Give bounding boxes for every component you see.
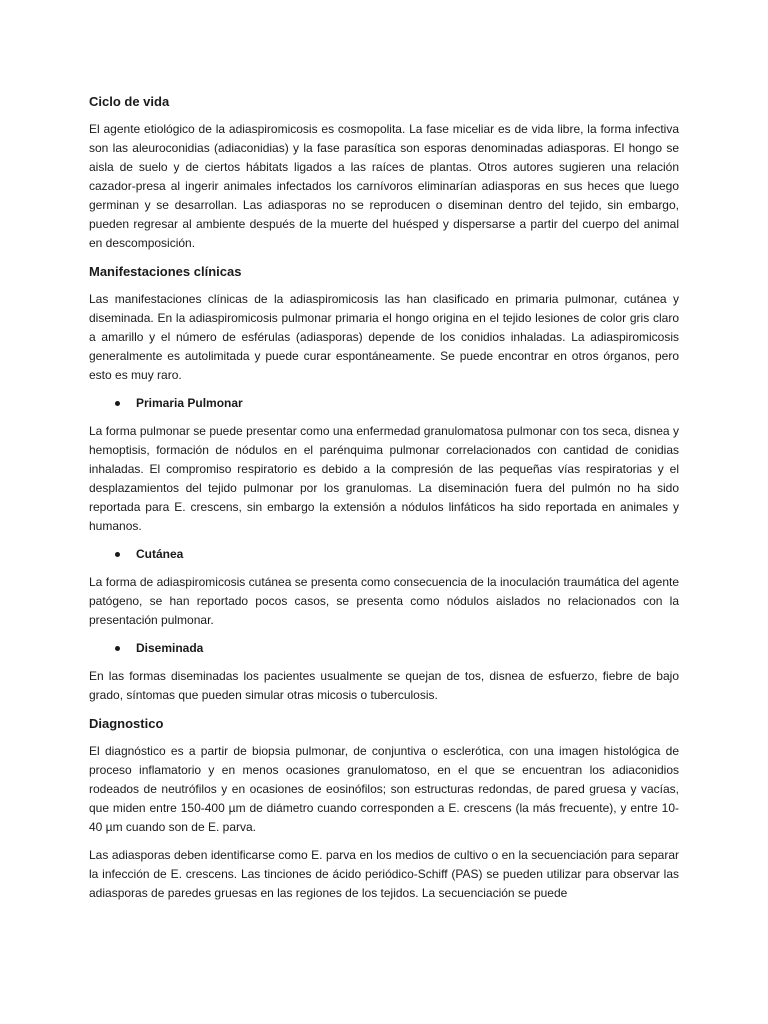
bullet-label: Diseminada <box>136 641 204 655</box>
paragraph-ciclo-de-vida: El agente etiológico de la adiaspiromicosis es cosmopolita. La fase miceliar es de vida libre, la forma infectiva son las aleuroconidias (adiaconidias) y la fase parasítica son esporas denominadas adiasporas. El hongo se aisla de suelo y de ciertos hábitats ligados a las raíces de plantas. Otros autores sugieren una relación cazador-presa al ingerir animales infectados los carnívoros eliminarían adiasporas en sus heces que luego germinan y se desarrollan. Las adiasporas no se reproducen o diseminan dentro del tejido, sin embargo, pueden regresar al ambiente después de la muerte del huésped y dispersarse a partir del cuerpo del animal en descomposición. <box>89 122 679 250</box>
heading-ciclo-de-vida: Ciclo de vida <box>89 94 170 109</box>
bullet-diseminada <box>89 639 679 658</box>
bullet-label: Cutánea <box>136 547 184 561</box>
paragraph-cutanea: La forma de adiaspiromicosis cutánea se presenta como consecuencia de la inoculación traumática del agente patógeno, se han reportado pocos casos, se presenta como nódulos aislados no relacionados con la presentación pulmonar. <box>89 575 679 627</box>
bullet-dot-icon <box>115 552 120 557</box>
document-page <box>89 92 679 912</box>
bullet-dot-icon <box>115 646 120 651</box>
paragraph-diagnostico-1: El diagnóstico es a partir de biopsia pulmonar, de conjuntiva o esclerótica, con una imagen histológica de proceso inflamatorio y en menos ocasiones granulomatoso, en el que se encuentran los adiaconidios rodeados de neutrófilos y en ocasiones de eosinófilos; son estructuras redondas, de pared gruesa y vacías, que miden entre 150-400 µm de diámetro cuando corresponden a E. crescens (la más frecuente), y entre 10-40 µm cuando son de E. parva. <box>89 744 679 834</box>
bullet-primaria-pulmonar <box>89 394 679 413</box>
paragraph-diagnostico-2: Las adiasporas deben identificarse como E. parva en los medios de cultivo o en la secuenciación para separar la infección de E. crescens. Las tinciones de ácido periódico-Schiff (PAS) se pueden utilizar para observar las adiasporas de paredes gruesas en las regiones de los tejidos. La secuenciación se puede <box>89 848 679 900</box>
bullet-label: Primaria Pulmonar <box>136 396 243 410</box>
paragraph-primaria-pulmonar: La forma pulmonar se puede presentar como una enfermedad granulomatosa pulmonar con tos seca, disnea y hemoptisis, formación de nódulos en el parénquima pulmonar correlacionados con cantidad de conidias inhaladas. El compromiso respiratorio es debido a la compresión de las pequeñas vías respiratorias y el desplazamientos del tejido pulmonar por los granulomas. La diseminación fuera del pulmón no ha sido reportada para E. crescens, sin embargo la extensión a nódulos linfáticos ha sido reportada en animales y humanos. <box>89 424 679 533</box>
heading-manifestaciones-clinicas: Manifestaciones clínicas <box>89 264 242 279</box>
bullet-cutanea <box>89 545 679 564</box>
bullet-dot-icon <box>115 401 120 406</box>
paragraph-manifestaciones-intro: Las manifestaciones clínicas de la adiaspiromicosis las han clasificado en primaria pulmonar, cutánea y diseminada. En la adiaspiromicosis pulmonar primaria el hongo origina en el tejido lesiones de color gris claro a amarillo y el número de esférulas (adiasporas) depende de los conidios inhaladas. La adiaspiromicosis generalmente es autolimitada y puede curar espontáneamente. Se puede encontrar en otros órganos, pero esto es muy raro. <box>89 292 679 382</box>
paragraph-diseminada: En las formas diseminadas los pacientes usualmente se quejan de tos, disnea de esfuerzo, fiebre de bajo grado, síntomas que pueden simular otras micosis o tuberculosis. <box>89 669 679 702</box>
heading-diagnostico: Diagnostico <box>89 716 164 731</box>
